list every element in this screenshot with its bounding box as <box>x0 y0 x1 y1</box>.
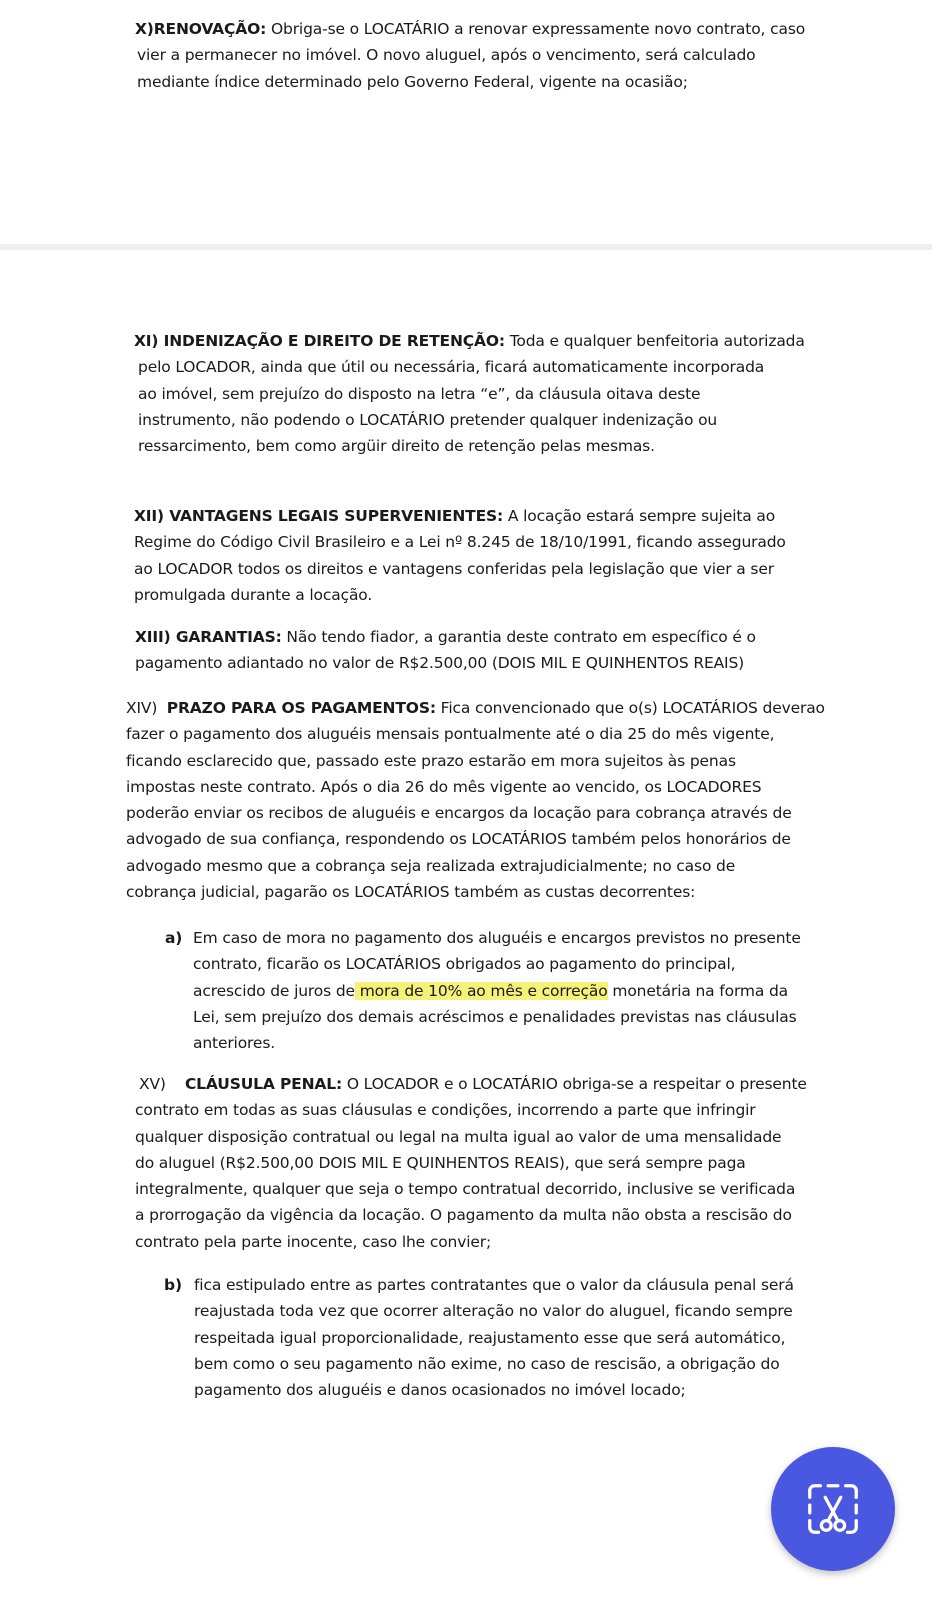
list-marker-a: a) <box>165 929 183 947</box>
clause-xv-item-b: fica estipulado entre as partes contratantes que o valor da cláusula penal será reajustada toda vez que ocorrer alteração no valor do aluguel, ficando sempre respeitada igual proporcionalidade, reajustamento esse que será automático, bem como o seu pagamento não exime, no caso de rescisão, a obrigação do pagamento dos aluguéis e danos ocasionados no imóvel locado; <box>194 1276 794 1400</box>
clause-xii-vantagens: XII) VANTAGENS LEGAIS SUPERVENIENTES: A locação estará sempre sujeita ao Regime do Código Civil Brasileiro e a Lei nº 8.245 de 18/10/1991, ficando assegurado ao LOCADOR todos os direitos e vantagens conferidas pela legislação que vier a ser promulgada durante a locação. <box>134 507 786 604</box>
clause-heading: XII) VANTAGENS LEGAIS SUPERVENIENTES: <box>134 507 504 525</box>
clause-heading: CLÁUSULA PENAL: <box>184 1075 343 1093</box>
clause-xv-penal: XV) CLÁUSULA PENAL: O LOCADOR e o LOCATÁRIO obriga-se a respeitar o presente contrato em todas as suas cláusulas e condições, incorrendo a parte que infringir qualquer disposição contratual ou legal na multa igual ao valor de uma mensalidade do aluguel (R$2.500,00 DOIS MIL E QUINHENTOS REAIS), que será sempre paga integralmente, qualquer que seja o tempo contratual decorrido, inclusive se verificada a prorrogação da vigência da locação. O pagamento da multa não obsta a rescisão do contrato pela parte inocente, caso lhe convier; <box>135 1075 807 1251</box>
screenshot-crop-button[interactable] <box>771 1447 895 1571</box>
clause-number: XV) <box>139 1075 185 1093</box>
clause-xiii-garantias: XIII) GARANTIAS: Não tendo fiador, a garantia deste contrato em específico é o pagamento adiantado no valor de R$2.500,00 (DOIS MIL E QUINHENTOS REAIS) <box>135 628 756 673</box>
clause-xiv-prazo: XIV) PRAZO PARA OS PAGAMENTOS: Fica convencionado que o(s) LOCATÁRIOS deverao fazer o pagamento dos aluguéis mensais pontualmente até o dia 25 do mês vigente, ficando esclarecido que, passado este prazo estarão em mora sujeitos às penas impostas neste contrato. Após o dia 26 do mês vigente ao vencido, os LOCADORES poderão enviar os recibos de aluguéis e encargos da locação para cobrança através de advogado de sua confiança, respondendo os LOCATÁRIOS também pelos honorários de advogado mesmo que a cobrança seja realizada extrajudicialmente; no caso de cobrança judicial, pagarão os LOCATÁRIOS também as custas decorrentes: <box>126 699 825 902</box>
document-page-2 <box>0 250 932 1600</box>
list-marker-b: b) <box>164 1276 182 1294</box>
screenshot-scissors-icon <box>802 1478 864 1540</box>
highlighted-text: mora de 10% ao mês e correção <box>354 981 608 1000</box>
clause-x-renovacao: X)RENOVAÇÃO: Obriga-se o LOCATÁRIO a renovar expressamente novo contrato, caso vier a permanecer no imóvel. O novo aluguel, após o vencimento, será calculado mediante índice determinado pelo Governo Federal, vigente na ocasião; <box>135 20 806 91</box>
clause-heading: PRAZO PARA OS PAGAMENTOS: <box>166 699 436 717</box>
clause-heading: XIII) GARANTIAS: <box>135 628 282 646</box>
clause-number: XIV) <box>126 699 167 717</box>
clause-xi-indenizacao: XI) INDENIZAÇÃO E DIREITO DE RETENÇÃO: Toda e qualquer benfeitoria autorizada pelo LOCADOR, ainda que útil ou necessária, ficará automaticamente incorporada ao imóvel, sem prejuízo do disposto na letra “e”, da cláusula oitava deste instrumento, não podendo o LOCATÁRIO pretender qualquer indenização ou ressarcimento, bem como argüir direito de retenção pelas mesmas. <box>134 332 805 456</box>
clause-xiv-item-a: Em caso de mora no pagamento dos aluguéis e encargos previstos no presente contrato, ficarão os LOCATÁRIOS obrigados ao pagamento do principal, acrescido de juros de mora de 10% ao mês e correção monetária na forma da Lei, sem prejuízo dos demais acréscimos e penalidades previstas nas cláusulas anteriores. <box>193 929 801 1053</box>
clause-heading: XI) INDENIZAÇÃO E DIREITO DE RETENÇÃO: <box>134 332 505 350</box>
clause-heading: X)RENOVAÇÃO: <box>135 20 267 38</box>
document-page-1 <box>0 0 932 244</box>
